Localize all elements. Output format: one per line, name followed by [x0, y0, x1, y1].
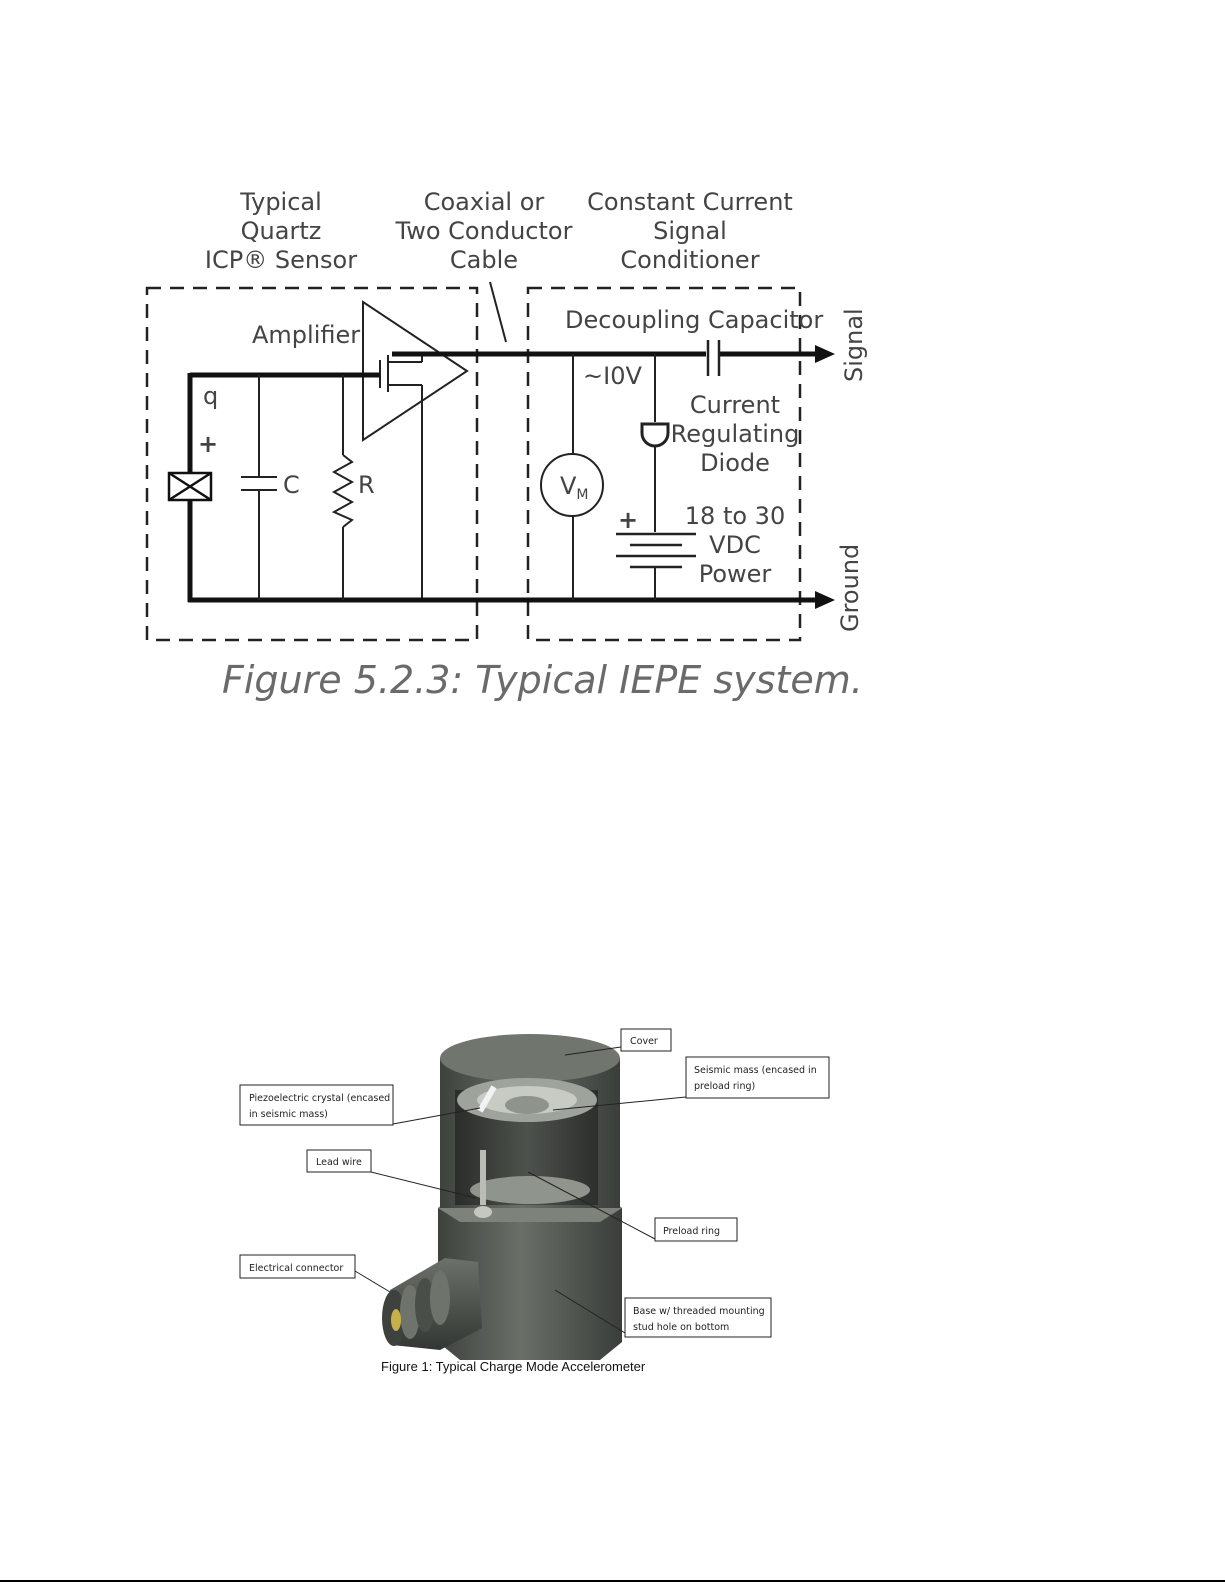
sensor-header	[205, 188, 357, 274]
ground-label: Ground	[836, 543, 864, 632]
callout-electrical-connector	[240, 1255, 390, 1292]
iepe-figure-caption: Figure 5.2.3: Typical IEPE system.	[222, 658, 863, 702]
decoupling-capacitor-symbol	[706, 340, 720, 376]
svg-text:Piezoelectric crystal (encased: Piezoelectric crystal (encased	[249, 1093, 391, 1104]
svg-text:Signal: Signal	[653, 217, 727, 245]
svg-text:in seismic mass): in seismic mass)	[249, 1109, 328, 1120]
voltmeter-label: $V_M$	[560, 472, 589, 503]
crystal-plus: +	[198, 430, 219, 458]
svg-text:Lead wire: Lead wire	[316, 1157, 362, 1168]
resistor-r-label: R	[358, 471, 375, 499]
svg-text:Electrical connector: Electrical connector	[249, 1263, 344, 1274]
cable-pointer	[490, 282, 506, 342]
charge-label-q: q	[203, 382, 219, 410]
signal-label: Signal	[840, 308, 868, 382]
iepe-circuit-diagram	[0, 0, 1225, 720]
svg-text:18 to 30: 18 to 30	[684, 502, 786, 530]
piezo-crystal-symbol	[169, 473, 211, 500]
diode-label	[671, 391, 800, 477]
svg-text:VDC: VDC	[709, 531, 761, 559]
svg-text:stud hole on bottom: stud hole on bottom	[633, 1322, 730, 1333]
svg-text:Cable: Cable	[449, 246, 519, 274]
svg-text:preload ring): preload ring)	[694, 1081, 756, 1092]
svg-text:ICP® Sensor: ICP® Sensor	[204, 246, 358, 274]
capacitor-c-label: C	[283, 471, 300, 499]
cable-header	[395, 188, 573, 274]
svg-text:Cover: Cover	[630, 1036, 658, 1047]
accelerometer-illustration	[0, 1010, 1225, 1430]
bias-voltage-label: ~I0V	[583, 362, 642, 390]
svg-text:Current: Current	[689, 391, 781, 419]
conditioner-header	[587, 188, 793, 274]
cutaway-interior	[455, 1078, 598, 1218]
decoupling-capacitor-label: Decoupling Capacitor	[565, 306, 824, 334]
capacitor-c	[241, 375, 277, 600]
power-label	[685, 502, 785, 588]
battery-symbol	[616, 534, 696, 600]
battery-plus: +	[618, 506, 639, 534]
svg-text:Regulating: Regulating	[670, 420, 800, 448]
amplifier-triangle	[363, 302, 467, 440]
signal-arrow	[815, 345, 835, 363]
svg-text:Constant Current: Constant Current	[587, 188, 793, 216]
accelerometer-figure-caption: Figure 1: Typical Charge Mode Accelerometer	[381, 1359, 646, 1374]
svg-text:Two Conductor: Two Conductor	[395, 217, 573, 245]
svg-text:Preload ring: Preload ring	[663, 1226, 721, 1237]
svg-text:Quartz: Quartz	[240, 217, 322, 245]
amplifier-label: Amplifier	[252, 321, 361, 349]
svg-text:Base w/ threaded mounting: Base w/ threaded mounting	[633, 1306, 765, 1317]
svg-text:Diode: Diode	[700, 449, 770, 477]
current-regulating-diode	[642, 354, 668, 532]
page-bottom-rule	[0, 1580, 1225, 1582]
svg-text:Seismic mass (encased in: Seismic mass (encased in	[694, 1065, 817, 1076]
resistor-r	[334, 375, 352, 600]
svg-text:Conditioner: Conditioner	[620, 246, 760, 274]
svg-text:Power: Power	[698, 560, 772, 588]
svg-text:Typical: Typical	[240, 188, 322, 216]
ground-arrow	[815, 591, 835, 609]
svg-text:Coaxial or: Coaxial or	[423, 188, 545, 216]
